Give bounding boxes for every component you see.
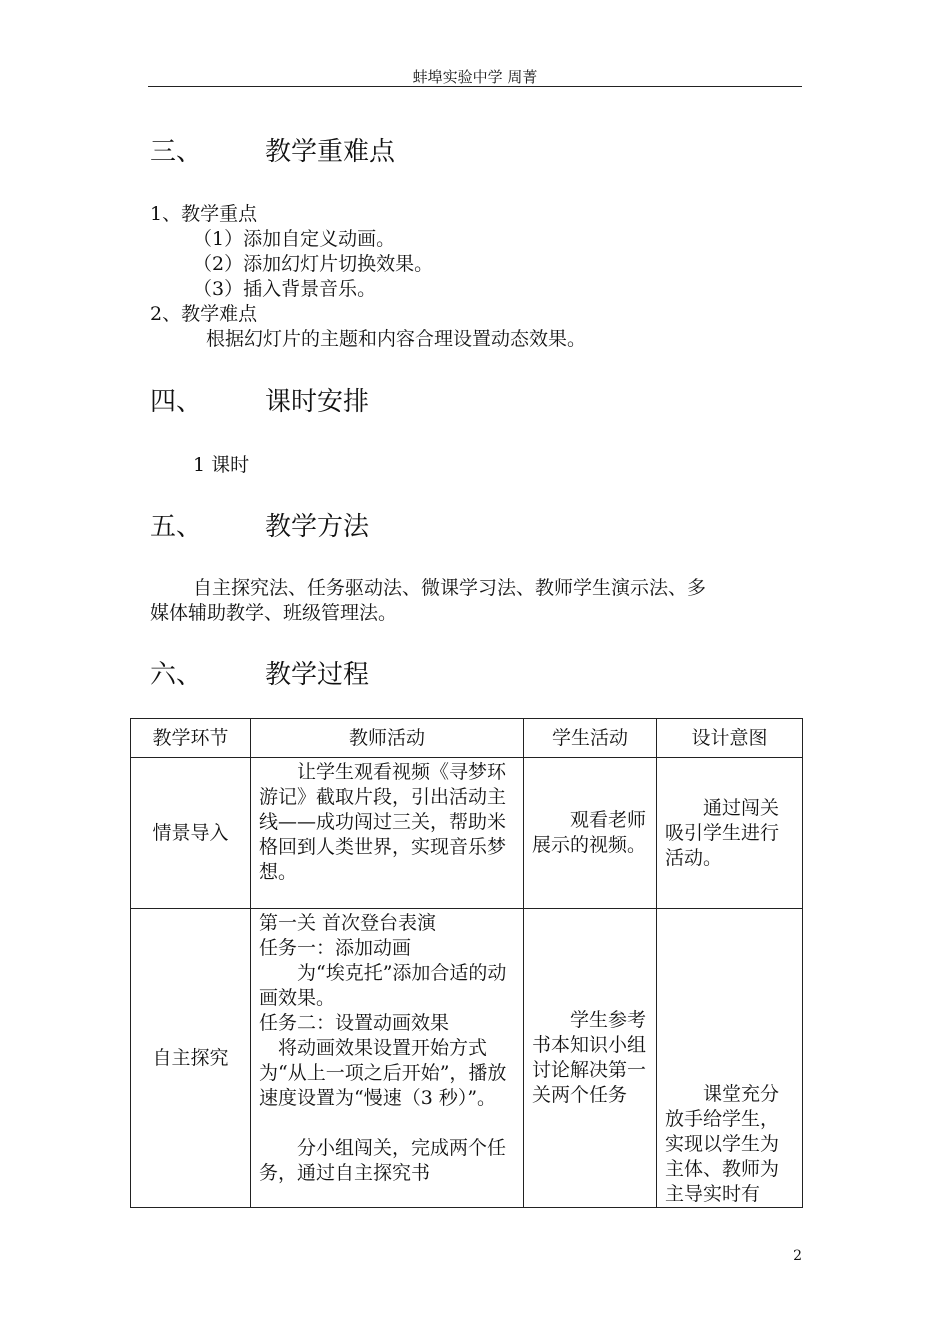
table-row — [131, 909, 803, 1208]
design-intent-text: 课堂充分放手给学生，实现以学生为主体、教师为主导实时有 — [665, 1083, 780, 1205]
class-hours: 1 课时 — [193, 454, 250, 476]
key-point-item: （2）添加幻灯片切换效果。 — [193, 253, 434, 275]
teacher-activity-line: 分小组闯关，完成两个任务，通过自主探究书 — [259, 1137, 507, 1184]
table-header-cell: 学生活动 — [524, 719, 657, 758]
student-activity-cell — [524, 758, 657, 909]
section4-title: 课时安排 — [265, 387, 370, 417]
section5-number: 五、 — [150, 512, 203, 542]
section3-title: 教学重难点 — [265, 137, 396, 167]
section3-number: 三、 — [150, 137, 203, 167]
key-point-item: （1）添加自定义动画。 — [193, 228, 396, 250]
page-number: 2 — [793, 1248, 802, 1264]
table-header-cell: 教学环节 — [131, 719, 251, 758]
teacher-activity-line: 为“埃克托”添加合适的动画效果。 — [259, 962, 507, 1009]
methods-line-1: 自主探究法、任务驱动法、微课学习法、教师学生演示法、多 — [193, 577, 707, 599]
teacher-activity-text: 让学生观看视频《寻梦环游记》截取片段，引出活动主线——成功闯过三关，帮助米格回到人类世界，实现音乐梦想。 — [259, 761, 507, 883]
table-row — [131, 758, 803, 909]
student-activity-text: 学生参考书本知识小组讨论解决第一关两个任务 — [532, 1009, 647, 1106]
header-rule — [148, 86, 802, 87]
key-points-heading: 1、教学重点 — [150, 203, 258, 225]
student-activity-text: 观看老师展示的视频。 — [532, 809, 647, 856]
section4-number: 四、 — [150, 387, 203, 417]
design-intent-cell — [657, 909, 803, 1208]
section6-number: 六、 — [150, 660, 203, 690]
page-header: 蚌埠实验中学 周菁 — [412, 68, 538, 86]
table-header-row — [131, 719, 803, 758]
teacher-activity-cell — [251, 758, 524, 909]
student-activity-cell — [524, 909, 657, 1208]
teacher-activity-line: 任务二：设置动画效果 — [259, 1012, 450, 1034]
section6-title: 教学过程 — [265, 660, 370, 690]
teacher-activity-line: 将动画效果设置开始方式为“从上一项之后开始”，播放速度设置为“慢速（3 秒）”。 — [259, 1037, 507, 1109]
difficulty-text: 根据幻灯片的主题和内容合理设置动态效果。 — [206, 328, 587, 350]
blank-line — [259, 1111, 515, 1136]
table-header-cell: 教师活动 — [251, 719, 524, 758]
stage-cell: 自主探究 — [131, 909, 251, 1208]
stage-cell: 情景导入 — [131, 758, 251, 909]
teacher-activity-cell — [251, 909, 524, 1208]
table-header-cell: 设计意图 — [657, 719, 803, 758]
design-intent-cell — [657, 758, 803, 909]
section5-title: 教学方法 — [265, 512, 370, 542]
teacher-activity-line: 第一关 首次登台表演 — [259, 912, 437, 934]
teaching-process-table — [130, 718, 803, 1208]
teacher-activity-line: 任务一：添加动画 — [259, 937, 412, 959]
difficulty-heading: 2、教学难点 — [150, 303, 258, 325]
key-point-item: （3）插入背景音乐。 — [193, 278, 377, 300]
design-intent-text: 通过闯关吸引学生进行活动。 — [665, 796, 780, 869]
methods-line-2: 媒体辅助教学、班级管理法。 — [150, 602, 398, 624]
